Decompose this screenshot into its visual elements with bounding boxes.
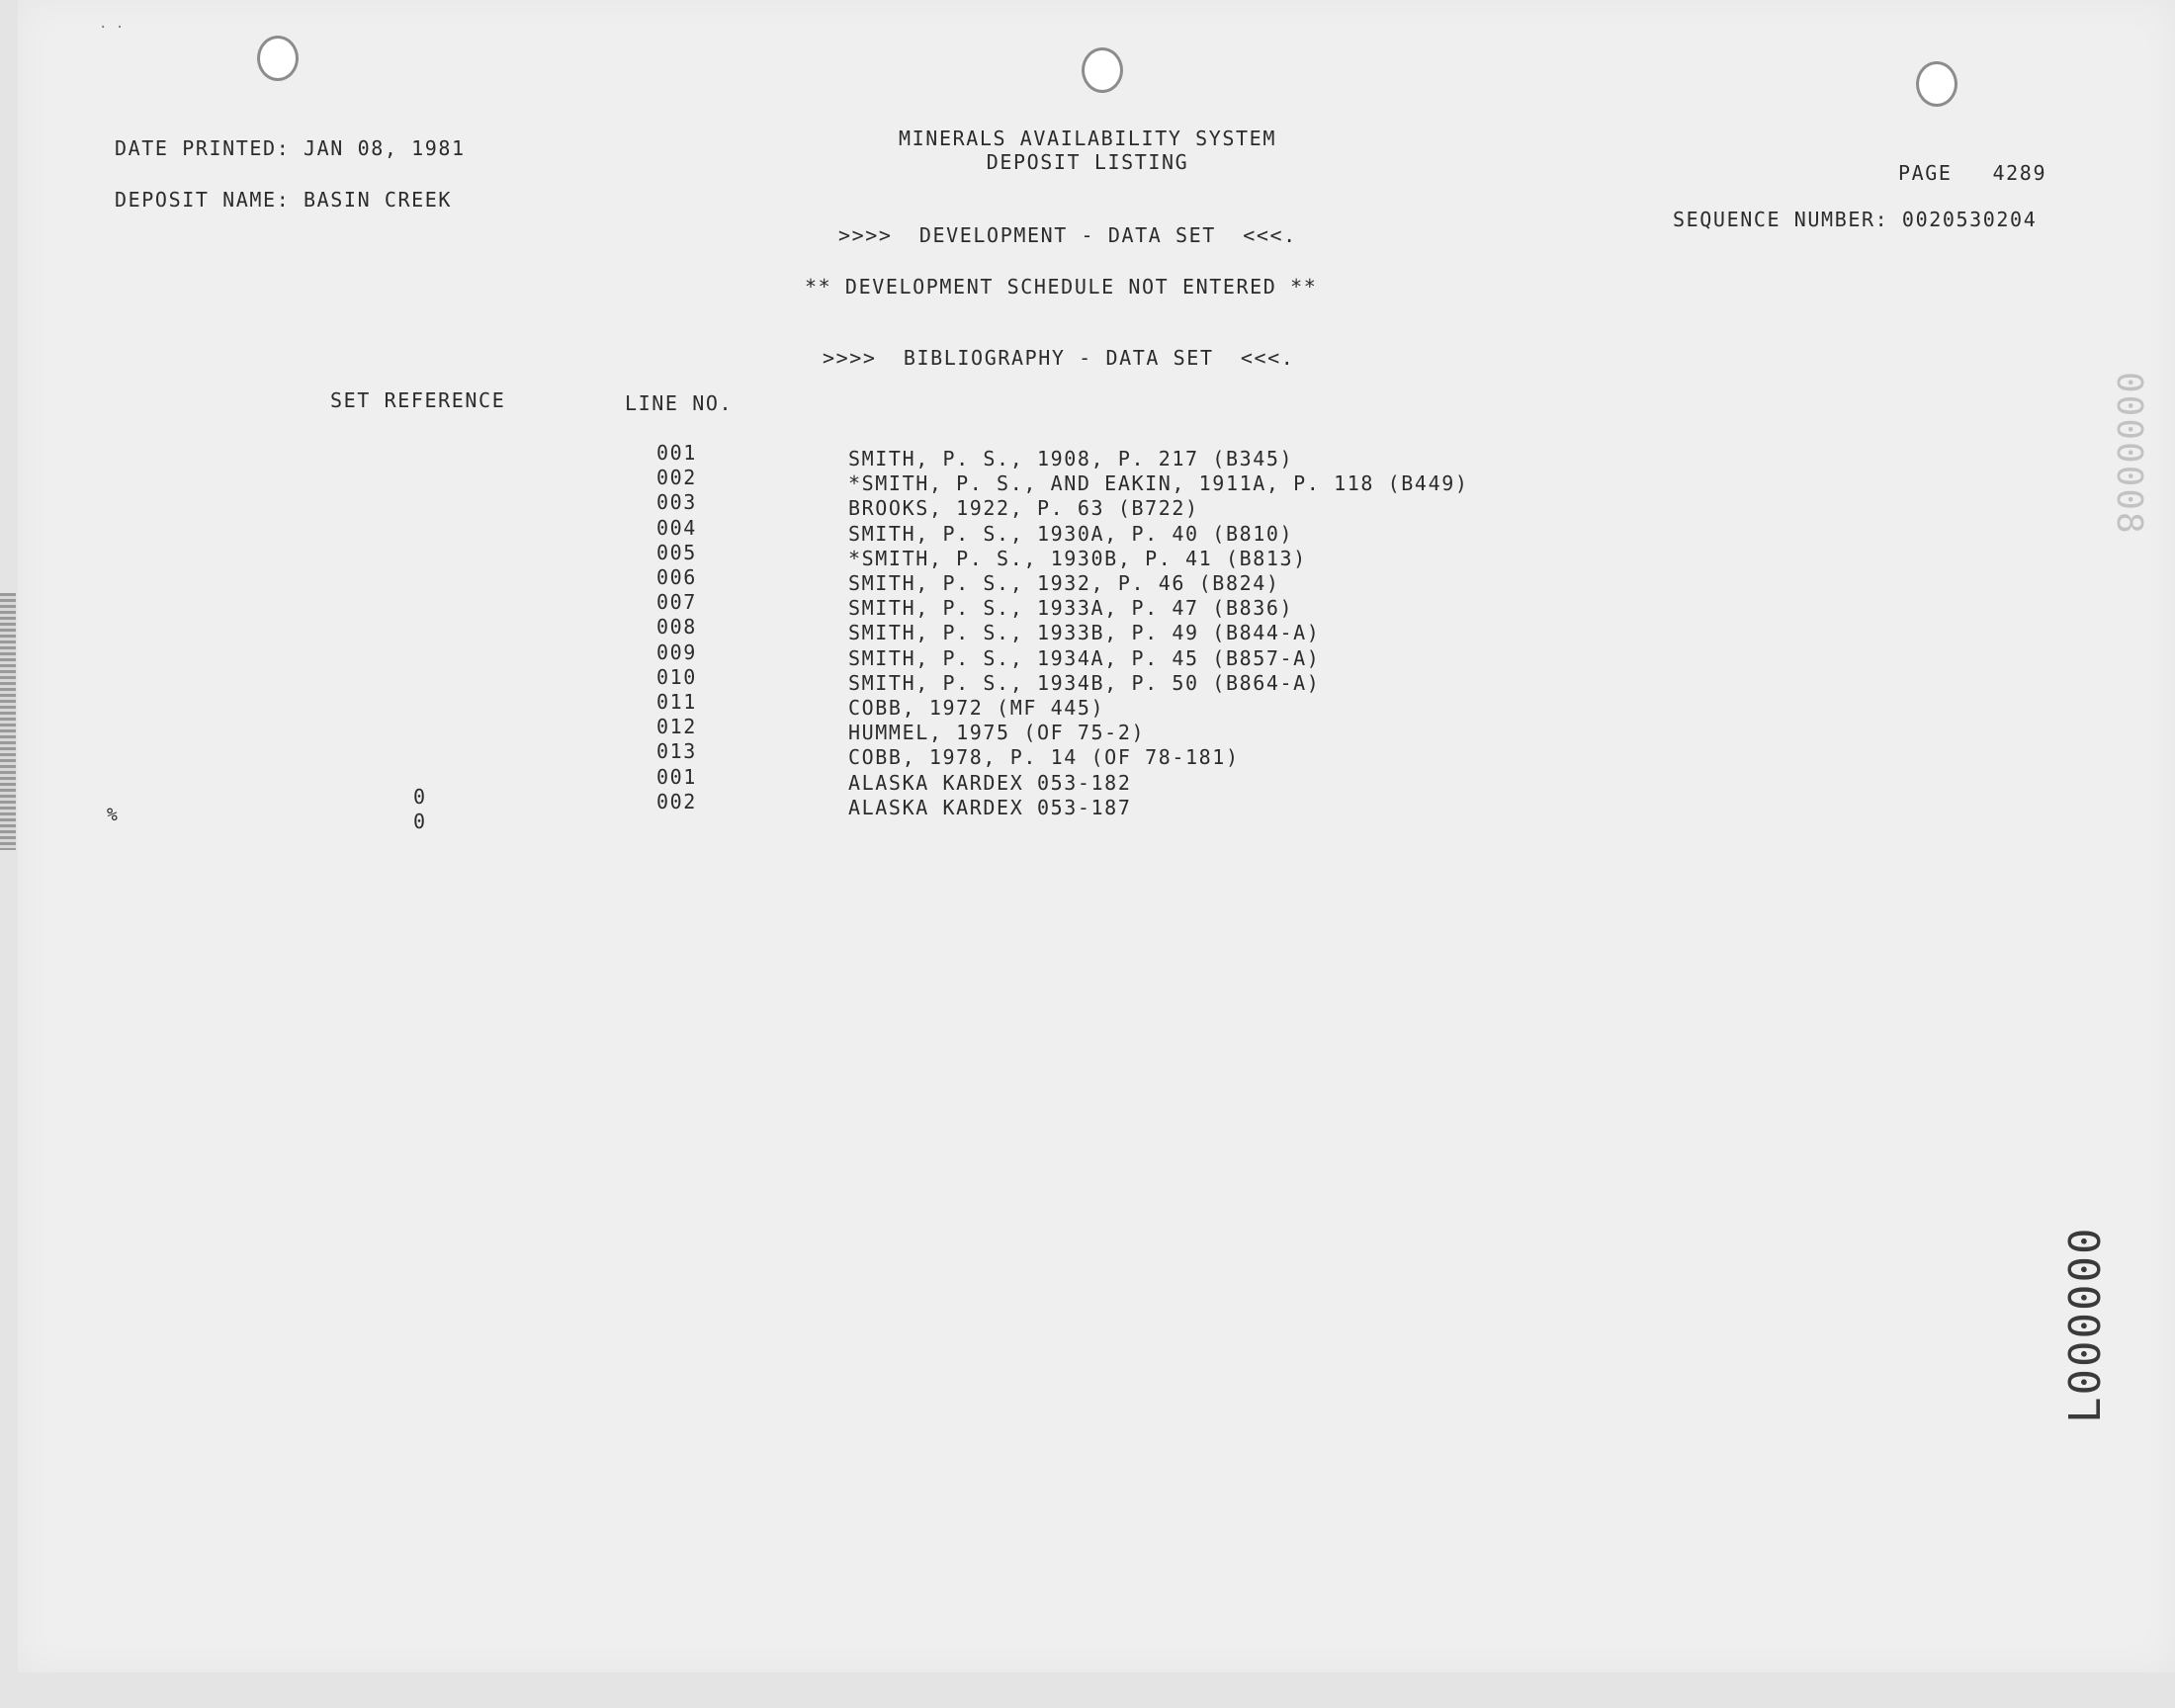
row-citation: SMITH, P. S., 1933A, P. 47 (B836) <box>848 596 1294 620</box>
end-mark: % <box>107 805 120 825</box>
margin-code-lower: L000000 <box>2060 1226 2111 1423</box>
row-line-no: 004 <box>656 516 697 540</box>
row-citation: SMITH, P. S., 1932, P. 46 (B824) <box>848 571 1280 595</box>
row-citation: SMITH, P. S., 1934B, P. 50 (B864-A) <box>848 671 1321 695</box>
system-title: MINERALS AVAILABILITY SYSTEM <box>899 127 1276 150</box>
row-citation: ALASKA KARDEX 053-187 <box>848 796 1132 819</box>
row-line-no: 007 <box>656 590 697 614</box>
date-printed-value: JAN 08, 1981 <box>304 136 466 160</box>
bibliography-heading: >>>> BIBLIOGRAPHY - DATA SET <<<. <box>823 346 1295 370</box>
sequence-number: 0020530204 <box>1901 208 2038 231</box>
row-line-no: 001 <box>656 765 697 789</box>
printout-sheet <box>18 0 2175 1672</box>
row-citation: SMITH, P. S., 1934A, P. 45 (B857-A) <box>848 646 1321 670</box>
row-line-no: 013 <box>656 739 697 763</box>
development-notice: ** DEVELOPMENT SCHEDULE NOT ENTERED ** <box>805 275 1318 299</box>
deposit-name-value: BASIN CREEK <box>304 188 453 212</box>
deposit-name-label: DEPOSIT NAME: <box>115 188 291 212</box>
deposit-name-line <box>115 188 452 212</box>
scan-specks: · · <box>99 20 125 36</box>
row-citation: *SMITH, P. S., 1930B, P. 41 (B813) <box>848 547 1307 570</box>
row-line-no: 012 <box>656 715 697 738</box>
sequence-label: SEQUENCE NUMBER: <box>1673 208 1889 231</box>
row-citation: HUMMEL, 1975 (OF 75-2) <box>848 721 1146 744</box>
row-citation: SMITH, P. S., 1908, P. 217 (B345) <box>848 447 1294 470</box>
row-citation: *SMITH, P. S., AND EAKIN, 1911A, P. 118 (B449) <box>848 471 1469 495</box>
row-line-no: 009 <box>656 640 697 664</box>
row-set-reference: 0 <box>413 785 427 809</box>
margin-code-upper: 0000008 <box>2109 372 2149 536</box>
col-header-set-reference: SET REFERENCE <box>330 388 506 412</box>
date-printed-line <box>115 136 466 160</box>
row-citation: COBB, 1972 (MF 445) <box>848 696 1105 720</box>
col-header-line-no: LINE NO. <box>625 391 734 415</box>
row-line-no: 001 <box>656 441 697 465</box>
binder-hole-left <box>257 36 299 81</box>
sequence-line <box>1673 208 2037 231</box>
development-heading: >>>> DEVELOPMENT - DATA SET <<<. <box>838 223 1297 247</box>
row-line-no: 002 <box>656 466 697 489</box>
date-printed-label: DATE PRINTED: <box>115 136 291 160</box>
row-set-reference: 0 <box>413 810 427 833</box>
row-line-no: 003 <box>656 490 697 514</box>
row-citation: SMITH, P. S., 1930A, P. 40 (B810) <box>848 522 1294 546</box>
row-line-no: 006 <box>656 565 697 589</box>
row-citation: BROOKS, 1922, P. 63 (B722) <box>848 496 1199 520</box>
row-line-no: 008 <box>656 615 697 639</box>
listing-title: DEPOSIT LISTING <box>986 150 1189 174</box>
row-line-no: 002 <box>656 790 697 813</box>
row-citation: COBB, 1978, P. 14 (OF 78-181) <box>848 745 1240 769</box>
page-label: PAGE <box>1898 161 1953 185</box>
page-number: 4289 <box>1992 161 2047 185</box>
page-line <box>1898 161 2046 185</box>
row-citation: SMITH, P. S., 1933B, P. 49 (B844-A) <box>848 621 1321 644</box>
scan-edge-strip <box>0 593 16 850</box>
row-line-no: 010 <box>656 665 697 689</box>
row-line-no: 005 <box>656 541 697 564</box>
binder-hole-right <box>1916 61 1958 107</box>
row-citation: ALASKA KARDEX 053-182 <box>848 771 1132 795</box>
row-line-no: 011 <box>656 690 697 714</box>
binder-hole-center <box>1082 47 1123 93</box>
